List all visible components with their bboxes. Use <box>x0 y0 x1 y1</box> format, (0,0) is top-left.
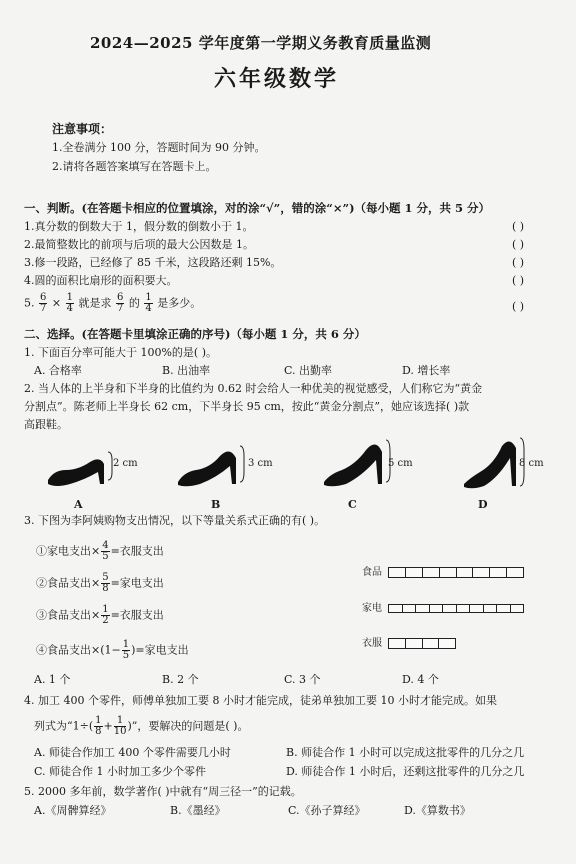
appliance-bar <box>388 604 524 613</box>
clothing-bar <box>388 638 456 649</box>
bar-cell <box>511 605 524 612</box>
option[interactable]: A.《周髀算经》 <box>34 804 112 817</box>
bar-cell <box>389 639 406 648</box>
choice-q2-line: 高跟鞋。 <box>24 418 68 431</box>
shoe-height: 2 cm <box>113 458 138 469</box>
judge-item-3: 3.修一段路，已经修了 85 千米，这段路还剩 15%。 <box>24 256 282 269</box>
judge-item-4: 4.圆的面积比扇形的面积要大。 <box>24 274 178 287</box>
bar-cell <box>497 605 511 612</box>
bar-cell <box>484 605 498 612</box>
shoe-label[interactable]: C <box>348 498 357 511</box>
bar-cell <box>443 605 457 612</box>
shoe-height: 5 cm <box>388 458 413 469</box>
choice-q2-line: 2. 当人体的上半身和下半身的比值约为 0.62 时会给人一种优美的视觉感受，人们称它为“黄金 <box>24 382 483 395</box>
option[interactable]: C.《孙子算经》 <box>288 804 366 817</box>
bar-label-food: 食品 <box>362 567 382 578</box>
q-num: 5. <box>24 296 35 310</box>
choice-q4-line: 4. 加工 400 个零件，师傅单独加工要 8 小时才能完成，徒弟单独加工要 10 小时才能完成。如果 <box>24 694 497 707</box>
fraction: $\frac{6}{7}$ <box>116 292 124 314</box>
answer-paren[interactable]: ( ) <box>512 256 525 269</box>
bar-cell <box>473 568 490 577</box>
option[interactable]: A. 1 个 <box>34 673 71 686</box>
fraction: $\frac{1}{4}$ <box>66 292 73 314</box>
bar-cell <box>457 605 471 612</box>
option[interactable]: B. 2 个 <box>162 673 199 686</box>
choice-q2-line: 分割点”。陈老师上半身长 62 cm，下半身长 95 cm，按此“黄金分割点”，她应该选择( )款 <box>24 400 470 413</box>
shoe-label[interactable]: D <box>478 498 488 511</box>
judge-item-1: 1.真分数的倒数大于 1，假分数的倒数小于 1。 <box>24 220 254 233</box>
bar-cell <box>490 568 507 577</box>
option[interactable]: C. 3 个 <box>284 673 321 686</box>
option[interactable]: D. 增长率 <box>402 364 451 377</box>
exam-title: 2024—2025 学年度第一学期义务教育质量监测 <box>90 34 432 52</box>
bar-cell <box>389 568 406 577</box>
option[interactable]: A. 合格率 <box>34 364 82 377</box>
relation-1: ①家电支出× $\frac{4}{5}$ =衣服支出 <box>36 540 164 562</box>
subject-title: 六年级数学 <box>214 66 340 92</box>
choice-q3-stem: 3. 下图为李阿姨购物支出情况，以下等量关系式正确的有( )。 <box>24 514 326 527</box>
judge-item-5: 5. $\frac{6}{7}$ × $\frac{1}{4}$ 就是求 $\frac{6}{7}$ 的 $\frac{1}{4}$ 是多少。 <box>24 292 202 314</box>
shoe-height: 3 cm <box>248 458 273 469</box>
fraction: $\frac{6}{7}$ <box>40 292 47 314</box>
fraction: $\frac{1}{4}$ <box>145 292 152 314</box>
option[interactable]: B.《墨经》 <box>170 804 226 817</box>
answer-paren[interactable]: ( ) <box>512 238 525 251</box>
bar-cell <box>470 605 484 612</box>
section1-heading: 一、判断。(在答题卡相应的位置填涂，对的涂“√”，错的涂“×”)（每小题 1 分，共 5 分） <box>24 201 491 215</box>
bar-cell <box>457 568 474 577</box>
judge-item-2: 2.最简整数比的前项与后项的最大公因数是 1。 <box>24 238 254 251</box>
bar-label-appliance: 家电 <box>362 603 382 614</box>
option[interactable]: D. 师徒合作 1 小时后，还剩这批零件的几分之几 <box>286 765 525 778</box>
option[interactable]: A. 师徒合作加工 400 个零件需要几小时 <box>34 746 231 759</box>
option[interactable]: C. 师徒合作 1 小时加工多少个零件 <box>34 765 207 778</box>
option[interactable]: D.《算数书》 <box>404 804 471 817</box>
shoe-label[interactable]: A <box>74 498 83 511</box>
bar-cell <box>423 639 440 648</box>
choice-q5-stem: 5. 2000 多年前，数学著作( )中就有“周三径一”的记载。 <box>24 785 302 798</box>
choice-q4-formula: 列式为“1÷( $\frac{1}{8}$ + $\frac{1}{10}$ )”，要解决的问题是( )。 <box>34 715 249 737</box>
option[interactable]: D. 4 个 <box>402 673 439 686</box>
bar-cell <box>507 568 523 577</box>
food-bar <box>388 567 524 578</box>
note-item: 1.全卷满分 100 分，答题时间为 90 分钟。 <box>52 141 266 154</box>
relation-3: ③食品支出× $\frac{1}{2}$ =衣服支出 <box>36 604 164 626</box>
note-item: 2.请将各题答案填写在答题卡上。 <box>52 160 217 173</box>
bar-cell <box>389 605 403 612</box>
option[interactable]: B. 出油率 <box>162 364 211 377</box>
choice-q1-stem: 1. 下面百分率可能大于 100%的是( )。 <box>24 346 218 359</box>
bar-label-clothing: 衣服 <box>362 638 382 649</box>
option[interactable]: B. 师徒合作 1 小时可以完成这批零件的几分之几 <box>286 746 525 759</box>
relation-4: ④食品支出×(1− $\frac{1}{5}$ )=家电支出 <box>36 639 189 661</box>
bar-cell <box>406 568 423 577</box>
bar-cell <box>430 605 444 612</box>
bar-cell <box>440 568 457 577</box>
shoe-label[interactable]: B <box>211 498 221 511</box>
bar-cell <box>423 568 440 577</box>
section2-heading: 二、选择。(在答题卡里填涂正确的序号)（每小题 1 分，共 6 分） <box>24 327 366 341</box>
answer-paren[interactable]: ( ) <box>512 274 525 287</box>
bar-cell <box>406 639 423 648</box>
relation-2: ②食品支出× $\frac{5}{8}$ =家电支出 <box>36 572 164 594</box>
option[interactable]: C. 出勤率 <box>284 364 333 377</box>
answer-paren[interactable]: ( ) <box>512 220 525 233</box>
bar-cell <box>416 605 430 612</box>
bar-cell <box>439 639 455 648</box>
answer-paren[interactable]: ( ) <box>512 300 525 313</box>
bar-cell <box>403 605 417 612</box>
shoe-height: 8 cm <box>519 458 544 469</box>
notes-heading: 注意事项： <box>52 122 113 136</box>
